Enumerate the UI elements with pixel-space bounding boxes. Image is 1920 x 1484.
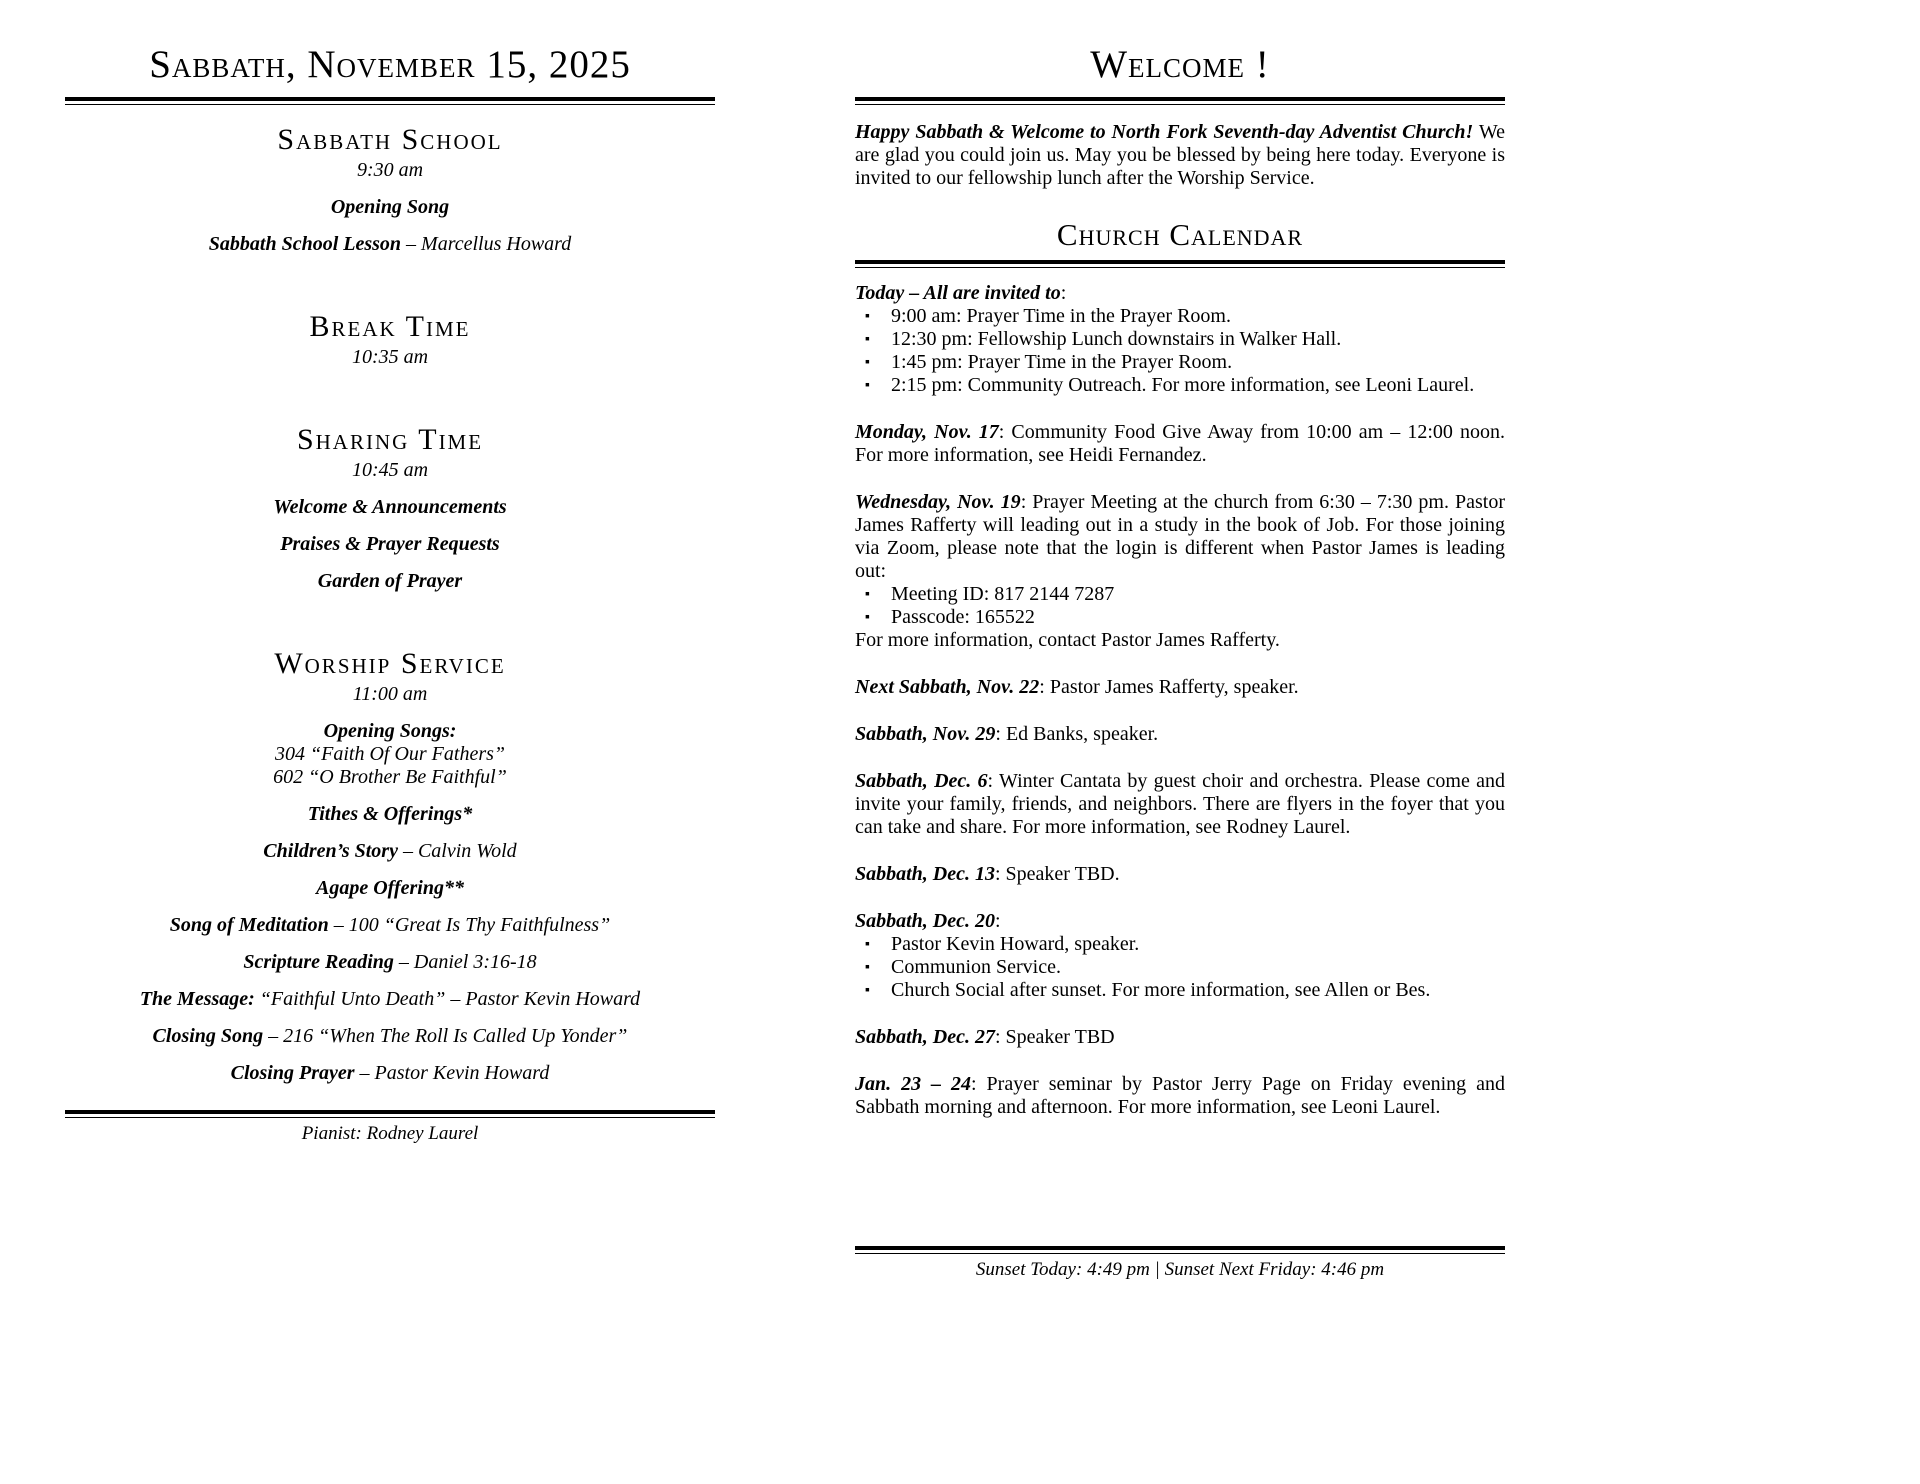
program-item xyxy=(65,988,715,1011)
program-section xyxy=(65,423,715,593)
program-item xyxy=(65,570,715,593)
pianist-credit: Pianist: Rodney Laurel xyxy=(301,1123,479,1144)
section-time: 10:35 am xyxy=(351,345,429,368)
program-item xyxy=(65,233,715,256)
calendar-entry-text xyxy=(855,723,1505,746)
calendar-entry xyxy=(855,491,1505,652)
bullet-item: ▪ Pastor Kevin Howard, speaker. xyxy=(855,933,1505,956)
calendar-entry xyxy=(855,1026,1505,1049)
hymn-line: 304 “Faith Of Our Fathers” xyxy=(274,742,506,765)
calendar-title: Church Calendar xyxy=(1056,216,1304,252)
calendar-entry-text xyxy=(855,770,1505,839)
program-section xyxy=(65,310,715,369)
program-item-detail: “Faithful Unto Death” – Pastor Kevin Howard xyxy=(254,987,641,1010)
hymn-line: 602 “O Brother Be Faithful” xyxy=(273,765,507,788)
section-heading: Sharing Time xyxy=(296,422,484,456)
program-item xyxy=(65,877,715,900)
calendar-entry-detail: : Ed Banks, speaker. xyxy=(995,722,1159,745)
calendar-entry-date: Sabbath, Dec. 6 xyxy=(855,769,988,792)
calendar-entry-date: Wednesday, Nov. 19 xyxy=(855,490,1021,513)
program-item-detail: – Calvin Wold xyxy=(397,839,517,862)
bullet-item: ▪ Communion Service. xyxy=(855,956,1505,979)
calendar-entry-date: Monday, Nov. 17 xyxy=(855,420,999,443)
calendar-entry-date: Jan. 23 – 24 xyxy=(855,1072,972,1095)
calendar-entry-detail: : Speaker TBD xyxy=(995,1025,1115,1048)
calendar-entry-date: Sabbath, Nov. 29 xyxy=(855,722,996,745)
program-item-label: Closing Prayer xyxy=(230,1061,355,1084)
program-item xyxy=(65,1025,715,1048)
program-item-label: Scripture Reading xyxy=(243,950,394,973)
program-item-label: Tithes & Offerings* xyxy=(307,802,473,825)
calendar-entry xyxy=(855,676,1505,699)
bullet-item: ▪ 2:15 pm: Community Outreach. For more information, see Leoni Laurel. xyxy=(855,374,1505,397)
bullet-item: ▪ Passcode: 165522 xyxy=(855,606,1505,629)
program-item-label: Closing Song xyxy=(152,1024,264,1047)
program-item-label: The Message: xyxy=(139,987,255,1010)
calendar-entry-text xyxy=(855,863,1505,886)
calendar-title-rule xyxy=(855,260,1505,268)
calendar-entry-date: Today – All are invited to xyxy=(855,281,1061,304)
calendar-entry-text xyxy=(855,676,1505,699)
section-time: 9:30 am xyxy=(356,158,424,181)
calendar-entry-detail: : Prayer Meeting at the church from 6:30 – 7:30 pm. Pastor James Rafferty will leading out in a study in the book of Job. For those joining via Zoom, please note that the login is different when Pastor James is leading out: xyxy=(855,490,1505,582)
calendar-entry-date: Sabbath, Dec. 27 xyxy=(855,1025,995,1048)
calendar-entry-date: Sabbath, Dec. 13 xyxy=(855,862,995,885)
program-sections xyxy=(65,123,715,1085)
welcome-body-text: We are glad you could join us. May you be blessed by being here today. Everyone is invited to our fellowship lunch after the Worship Service. xyxy=(855,120,1506,189)
section-heading: Break Time xyxy=(309,309,471,343)
calendar-entry-text xyxy=(855,282,1505,305)
program-item-detail: – 100 “Great Is Thy Faithfulness” xyxy=(328,913,611,936)
calendar-entry-detail: : Community Food Give Away from 10:00 am – 12:00 noon. For more information, see Heidi Fernandez. xyxy=(855,420,1506,466)
program-item xyxy=(65,720,715,743)
calendar-entry-detail: : Speaker TBD. xyxy=(995,862,1120,885)
calendar-entry-detail: : Winter Cantata by guest choir and orchestra. Please come and invite your family, friends, and neighbors. There are flyers in the foyer that you can take and share. For more information, see Rodney Laurel. xyxy=(855,769,1506,838)
calendar-entry-text xyxy=(855,491,1505,583)
program-section xyxy=(65,123,715,256)
program-title-rule xyxy=(65,97,715,105)
program-item-label: Children’s Story xyxy=(263,839,398,862)
calendar-entry xyxy=(855,1073,1505,1119)
bullet-item: ▪ Church Social after sunset. For more information, see Allen or Bes. xyxy=(855,979,1505,1002)
program-item-label: Agape Offering** xyxy=(316,876,464,899)
program-section xyxy=(65,647,715,1085)
calendar-footer-rule xyxy=(855,1246,1505,1254)
calendar-entry-date: Next Sabbath, Nov. 22 xyxy=(855,675,1040,698)
program-item-label: Song of Meditation xyxy=(169,913,329,936)
bullet-list xyxy=(855,583,1505,629)
program-footer-rule xyxy=(65,1110,715,1118)
program-title: Sabbath, November 15, 2025 xyxy=(149,43,631,86)
calendar-entry xyxy=(855,421,1505,467)
welcome-title-rule xyxy=(855,97,1505,105)
program-item-detail: – Daniel 3:16-18 xyxy=(393,950,537,973)
welcome-title: Welcome ! xyxy=(1090,43,1270,86)
program-item xyxy=(65,196,715,219)
calendar-entry-text xyxy=(855,910,1505,933)
bullet-item: ▪ Meeting ID: 817 2144 7287 xyxy=(855,583,1505,606)
calendar-entries xyxy=(855,282,1505,1119)
program-item xyxy=(65,951,715,974)
bullet-item: ▪ 1:45 pm: Prayer Time in the Prayer Room. xyxy=(855,351,1505,374)
bullet-item: ▪ 12:30 pm: Fellowship Lunch downstairs in Walker Hall. xyxy=(855,328,1505,351)
bullet-list xyxy=(855,305,1505,397)
calendar-entry xyxy=(855,910,1505,1002)
calendar-footer xyxy=(855,1246,1505,1281)
calendar-entry-detail: : Prayer seminar by Pastor Jerry Page on Friday evening and Sabbath morning and afternoon. For more information, see Leoni Laurel. xyxy=(855,1072,1506,1118)
bullet-item: ▪ 9:00 am: Prayer Time in the Prayer Room. xyxy=(855,305,1505,328)
program-item-detail: – Pastor Kevin Howard xyxy=(354,1061,550,1084)
calendar-entry-note: For more information, contact Pastor James Rafferty. xyxy=(855,628,1280,651)
program-footer xyxy=(65,1110,715,1145)
program-item-label: Garden of Prayer xyxy=(317,569,463,592)
program-item xyxy=(65,533,715,556)
calendar-entry-text xyxy=(855,1026,1505,1049)
program-item-label: Sabbath School Lesson xyxy=(208,232,402,255)
calendar-entry-detail: : Pastor James Rafferty, speaker. xyxy=(1039,675,1299,698)
program-column xyxy=(65,44,715,1085)
program-item xyxy=(65,1062,715,1085)
calendar-entry xyxy=(855,723,1505,746)
program-item-label: Opening Song xyxy=(330,195,450,218)
section-time: 10:45 am xyxy=(351,458,429,481)
program-item-label: Praises & Prayer Requests xyxy=(280,532,500,555)
section-time: 11:00 am xyxy=(352,682,428,705)
calendar-entry xyxy=(855,770,1505,839)
program-item-detail: – 216 “When The Roll Is Called Up Yonder” xyxy=(263,1024,628,1047)
program-item-detail: – Marcellus Howard xyxy=(401,232,572,255)
program-item xyxy=(65,803,715,826)
calendar-entry-text xyxy=(855,421,1505,467)
bullet-list xyxy=(855,933,1505,1002)
section-heading: Worship Service xyxy=(274,646,506,680)
program-item-label: Welcome & Announcements xyxy=(273,495,507,518)
section-heading: Sabbath School xyxy=(277,122,503,156)
program-item xyxy=(65,914,715,937)
calendar-entry-detail: : xyxy=(995,909,1001,932)
program-item xyxy=(65,496,715,519)
sunset-times: Sunset Today: 4:49 pm | Sunset Next Friday: 4:46 pm xyxy=(975,1259,1385,1280)
calendar-entry-date: Sabbath, Dec. 20 xyxy=(855,909,995,932)
calendar-entry-text xyxy=(855,1073,1505,1119)
calendar-column xyxy=(855,44,1505,1119)
program-item xyxy=(65,840,715,863)
calendar-entry xyxy=(855,863,1505,886)
program-item-label: Opening Songs: xyxy=(323,719,457,742)
welcome-lead-sentence: Happy Sabbath & Welcome to North Fork Seventh-day Adventist Church! xyxy=(855,120,1474,143)
calendar-entry xyxy=(855,282,1505,397)
calendar-entry-detail: : xyxy=(1060,281,1067,304)
welcome-paragraph xyxy=(855,121,1505,190)
